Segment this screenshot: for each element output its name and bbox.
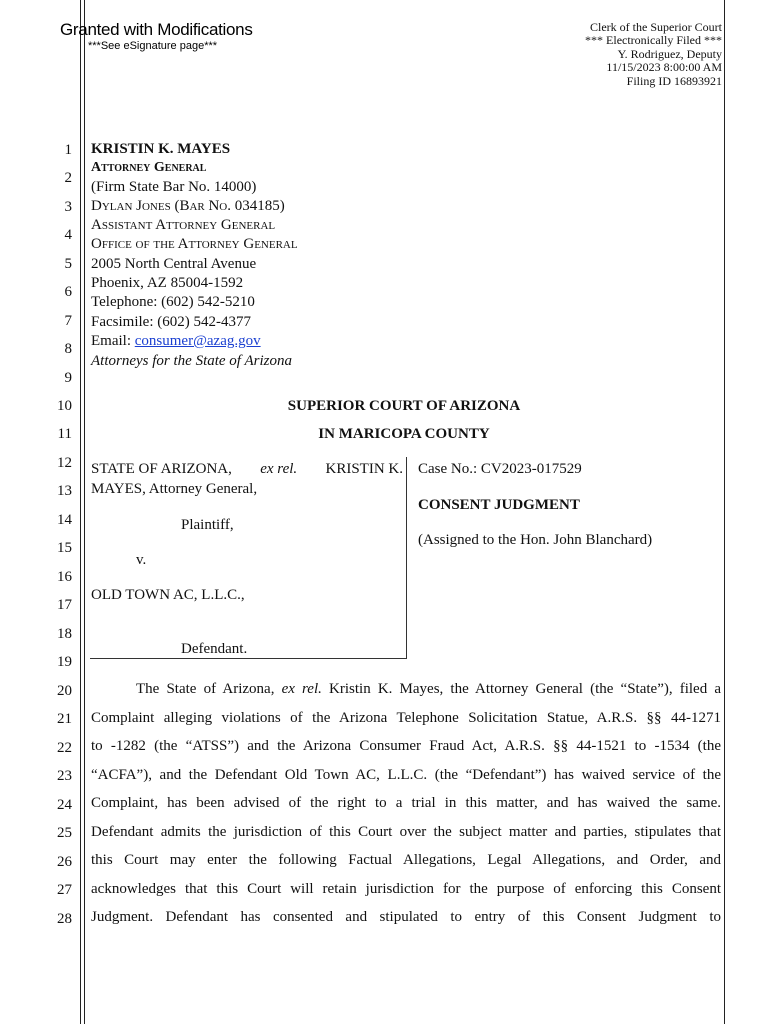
line-number: 7 <box>64 313 72 329</box>
defendant-label: Defendant. <box>181 641 248 657</box>
line-number: 2 <box>64 170 72 186</box>
line-number: 9 <box>64 370 72 386</box>
line-number: 16 <box>57 569 72 585</box>
body-line: this Court may enter the following Factual Allegations, Legal Allegations, and Order, and <box>91 852 721 868</box>
body-line: acknowledges that this Court will retain jurisdiction for the purpose of enforcing this Consent <box>91 881 721 897</box>
body-line: Complaint, has been advised of the right to a trial in this matter, and has waived the same. <box>91 795 721 811</box>
clerk-line: Clerk of the Superior Court <box>590 20 722 34</box>
clerk-filing-block <box>522 21 722 88</box>
line-number: 27 <box>57 882 72 898</box>
line-number: 1 <box>64 142 72 158</box>
defendant-name: OLD TOWN AC, L.L.C., <box>91 587 245 603</box>
office-phone: Telephone: (602) 542-5210 <box>91 294 255 310</box>
attorney-name: Dylan Jones (Bar No. 034185) <box>91 198 285 214</box>
line-number: 28 <box>57 911 72 927</box>
attorneys-for: Attorneys for the State of Arizona <box>91 353 292 369</box>
plaintiff-name: STATE OF ARIZONA, <box>91 461 232 477</box>
ex-rel: ex rel. <box>260 461 298 477</box>
line-number: 17 <box>57 597 72 613</box>
body-line: Defendant admits the jurisdiction of this Court over the subject matter and parties, stipulates that <box>91 824 721 840</box>
line-number: 19 <box>57 654 72 670</box>
plaintiff-label: Plaintiff, <box>181 517 234 533</box>
line-number: 24 <box>57 797 72 813</box>
line-number: 18 <box>57 626 72 642</box>
line-number: 22 <box>57 740 72 756</box>
office-email-line <box>91 333 261 350</box>
left-margin-rule-inner <box>84 0 85 1024</box>
versus: v. <box>136 552 147 568</box>
clerk-line: 11/15/2023 8:00:00 AM <box>606 60 722 75</box>
document-title: CONSENT JUDGMENT <box>418 497 580 513</box>
plaintiff-title: MAYES, Attorney General, <box>91 481 258 497</box>
line-number: 21 <box>57 711 72 727</box>
body-line: Judgment. Defendant has consented and stipulated to entry of this Consent Judgment to <box>91 909 721 925</box>
court-county: IN MARICOPA COUNTY <box>318 426 490 442</box>
line-number: 10 <box>57 398 72 414</box>
email-link[interactable]: consumer@azag.gov <box>134 333 261 349</box>
body-line: to -1282 (the “ATSS”) and the Arizona Consumer Fraud Act, A.R.S. §§ 44-1521 to -1534 (the <box>91 738 721 754</box>
assigned-judge: (Assigned to the Hon. John Blanchard) <box>418 532 653 548</box>
left-margin-rule-outer <box>80 0 81 1024</box>
right-margin-rule <box>724 0 725 1024</box>
body-ex-rel: ex rel. <box>281 681 322 697</box>
granted-stamp: Granted with Modifications <box>60 20 253 39</box>
body-line: Complaint alleging violations of the Arizona Telephone Solicitation Statue, A.R.S. §§ 44-1271 <box>91 710 721 726</box>
body-text: Kristin K. Mayes, the Attorney General (the “State”), filed a <box>321 681 721 697</box>
line-number: 12 <box>57 455 72 471</box>
line-number: 23 <box>57 768 72 784</box>
line-number: 14 <box>57 512 72 528</box>
esignature-note: ***See eSignature page*** <box>88 40 218 52</box>
clerk-line: Filing ID 16893921 <box>626 73 722 88</box>
body-line: “ACFA”), and the Defendant Old Town AC, L.L.C. (the “Defendant”) has waived service of the <box>91 767 721 783</box>
body-text: The State of Arizona, <box>136 681 282 697</box>
counsel-bar: (Firm State Bar No. 14000) <box>91 179 257 195</box>
plaintiff-name-cont: KRISTIN K. <box>325 461 403 477</box>
line-number: 5 <box>64 256 72 272</box>
line-number: 25 <box>57 825 72 841</box>
clerk-line: Y. Rodriguez, Deputy <box>617 46 722 61</box>
office-street: 2005 North Central Avenue <box>91 256 257 272</box>
case-number: Case No.: CV2023-017529 <box>418 461 582 477</box>
office-fax: Facsimile: (602) 542-4377 <box>91 314 251 330</box>
body-line <box>91 681 721 698</box>
office-city: Phoenix, AZ 85004-1592 <box>91 275 244 291</box>
line-number: 8 <box>64 341 72 357</box>
line-number: 6 <box>64 284 72 300</box>
clerk-line: *** Electronically Filed *** <box>585 33 722 48</box>
line-number: 26 <box>57 854 72 870</box>
line-number: 15 <box>57 540 72 556</box>
line-number: 13 <box>57 483 72 499</box>
attorney-title: Assistant Attorney General <box>91 217 276 233</box>
counsel-title: Attorney General <box>91 160 207 175</box>
plaintiff-line <box>91 461 403 478</box>
caption-underline <box>90 658 407 659</box>
counsel-name: KRISTIN K. MAYES <box>91 141 231 157</box>
court-name: SUPERIOR COURT OF ARIZONA <box>287 398 521 414</box>
office-name: Office of the Attorney General <box>91 236 298 252</box>
line-number: 11 <box>57 426 72 442</box>
email-label: Email: <box>91 333 135 349</box>
line-number: 20 <box>57 683 72 699</box>
caption-divider <box>406 457 407 658</box>
line-number: 4 <box>64 227 72 243</box>
line-number: 3 <box>64 199 72 215</box>
